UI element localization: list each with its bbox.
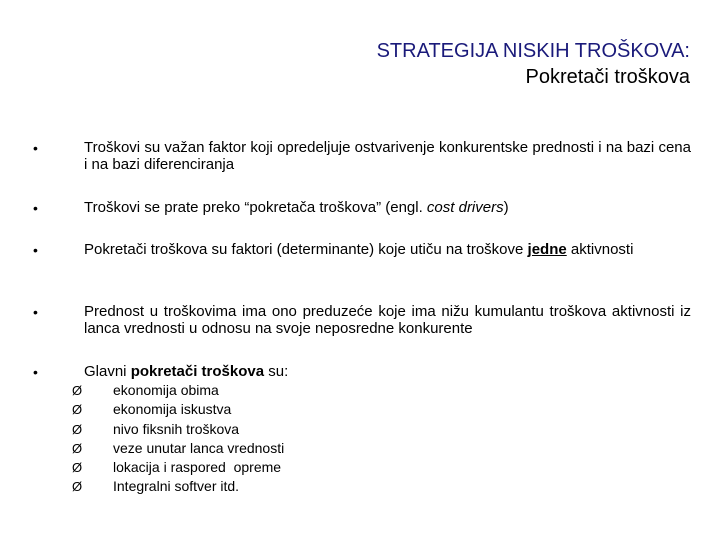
cost-drivers-sublist — [0, 381, 720, 497]
bullet-marker: • — [33, 200, 38, 216]
bullet-text-5 — [84, 363, 691, 380]
sublist-item — [0, 439, 720, 458]
title-line-1: STRATEGIJA NISKIH TROŠKOVA: — [376, 40, 690, 62]
sublist-item — [0, 477, 720, 496]
sublist-item-label: ekonomija iskustva — [113, 401, 232, 418]
bullet-text-3 — [84, 241, 691, 258]
sublist-item-label: lokacija i raspored opreme — [113, 459, 282, 476]
bullet-text-2-italic: cost drivers — [426, 199, 504, 216]
arrow-bullet-icon: Ø — [72, 440, 83, 456]
bullet-text-3-suffix: aktivnosti — [566, 241, 634, 258]
sublist-item-label: Integralni softver itd. — [113, 478, 240, 495]
sublist-item-label: nivo fiksnih troškova — [113, 420, 240, 437]
bullet-text-1: Troškovi su važan faktor koji opredeljuje ostvarivenje konkurentske prednosti i na bazi cena i na bazi diferenciranja — [84, 139, 691, 173]
bullet-text-2-suffix: ) — [503, 199, 509, 216]
arrow-bullet-icon: Ø — [72, 479, 83, 495]
sublist-item — [0, 381, 720, 400]
bullet-marker: • — [33, 364, 38, 380]
bullet-text-5-bold: pokretači troškova — [130, 363, 265, 380]
bullet-marker: • — [33, 242, 38, 258]
bullet-text-5-prefix: Glavni — [84, 363, 131, 380]
bullet-text-3-prefix: Pokretači troškova su faktori (determinante) koje utiču na troškove — [84, 241, 528, 258]
bullet-text-2 — [84, 199, 691, 216]
bullet-marker: • — [33, 140, 38, 156]
slide-title — [377, 38, 690, 90]
bullet-marker: • — [33, 304, 38, 320]
bullet-text-5-suffix: su: — [264, 363, 289, 380]
arrow-bullet-icon: Ø — [72, 402, 83, 418]
sublist-item — [0, 400, 720, 419]
bullet-text-4: Prednost u troškovima ima ono preduzeće koje ima nižu kumulantu troškova aktivnosti iz lanca vrednosti u odnosu na svoje neposredne konkurente — [84, 303, 691, 337]
bullet-text-2-prefix: Troškovi se prate preko “pokretača troškova” (engl. — [84, 199, 427, 216]
arrow-bullet-icon: Ø — [72, 421, 83, 437]
arrow-bullet-icon: Ø — [72, 383, 83, 398]
bullet-text-3-underlined: jedne — [527, 241, 567, 258]
sublist-item — [0, 420, 720, 439]
sublist-item — [0, 458, 720, 477]
sublist-item-label: ekonomija obima — [113, 382, 219, 398]
arrow-bullet-icon: Ø — [72, 460, 83, 476]
sublist-item-label: veze unutar lanca vrednosti — [113, 439, 285, 456]
title-line-2: Pokretači troškova — [525, 66, 690, 88]
